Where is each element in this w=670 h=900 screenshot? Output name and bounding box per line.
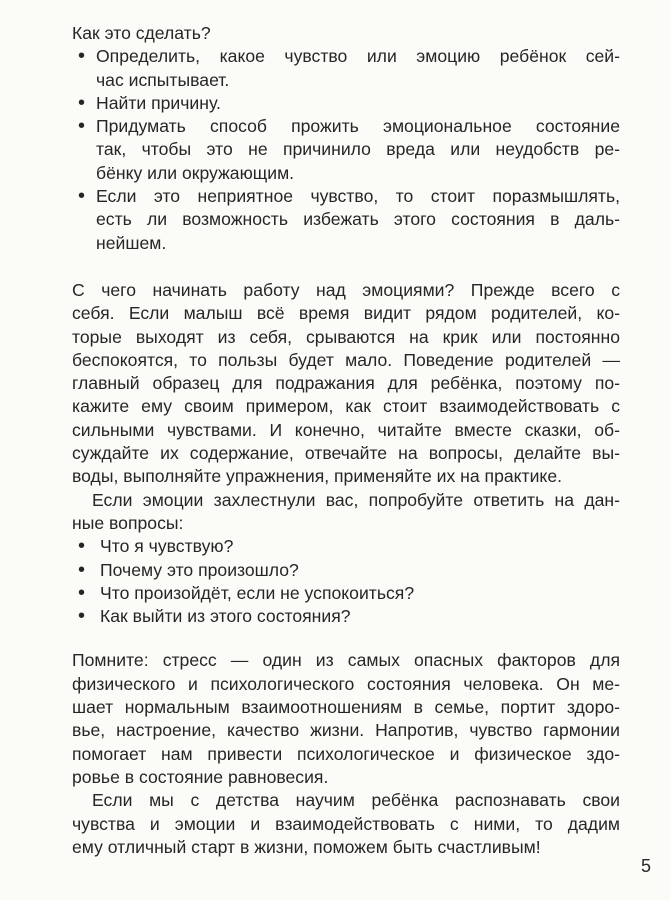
- text-line: беспокоятся, то пользы будет мало. Поведение родителей —: [72, 349, 620, 370]
- bullet-icon: •: [78, 115, 86, 138]
- list-item: [72, 605, 472, 628]
- text-line: шает нормальным взаимоотношениям в семье, портит здоро-: [72, 697, 620, 718]
- text-line: Что я чувствую?: [100, 536, 234, 557]
- text-line: Найти причину.: [96, 92, 221, 113]
- text-line: Что произойдёт, если не успокоиться?: [100, 582, 415, 603]
- bullet-list: [72, 45, 620, 255]
- list-item: [72, 45, 620, 92]
- text-line: кажите ему своим примером, как стоит взаимодействовать с: [72, 396, 620, 417]
- intro-heading: Как это сделать?: [72, 23, 211, 43]
- question-list: [72, 535, 472, 628]
- spacer: [72, 628, 620, 649]
- list-item: [72, 92, 620, 115]
- text-line: себя. Если малыш всё время видит рядом родителей, ко-: [72, 303, 620, 324]
- text-line: воды, выполняйте упражнения, применяйте их на практике.: [72, 466, 563, 487]
- bullet-icon: •: [78, 605, 86, 628]
- text-line: ные вопросы:: [72, 512, 184, 533]
- text-line: бёнку или окружающим.: [96, 162, 295, 183]
- text-line: Если мы с детства научим ребёнка распознавать свои: [92, 790, 620, 811]
- text-line: Как выйти из этого состояния?: [100, 606, 351, 627]
- text-line: час испытывает.: [96, 69, 230, 90]
- text-line: Придумать способ прожить эмоциональное состояние: [96, 116, 620, 137]
- page-number: 5: [641, 856, 652, 876]
- text-line: вье, настроение, качество жизни. Напротив, чувство гармонии: [72, 720, 620, 741]
- text-line: главный образец для подражания для ребёнка, поэтому по-: [72, 373, 620, 394]
- list-item: [72, 185, 620, 255]
- text-line: помогает нам привести психологическое и физическое здо-: [72, 743, 620, 764]
- text-line: так, чтобы это не причинило вреда или неудобств ре-: [96, 139, 620, 160]
- text-line: Почему это произошло?: [100, 559, 299, 580]
- paragraph: [72, 279, 620, 489]
- paragraph: [72, 649, 620, 789]
- text-line: суждайте их содержание, отвечайте на вопросы, делайте вы-: [72, 443, 620, 464]
- bullet-icon: •: [78, 91, 86, 114]
- text-line: Помните: стресс — один из самых опасных факторов для: [72, 650, 620, 671]
- paragraph: [72, 489, 620, 536]
- text-line: сильными чувствами. И конечно, читайте вместе сказки, об-: [72, 419, 620, 440]
- bullet-icon: •: [78, 45, 86, 68]
- text-line: есть ли возможность избежать этого состояния в даль-: [96, 209, 620, 230]
- text-line: С чего начинать работу над эмоциями? Прежде всего с: [72, 279, 620, 300]
- list-item: [72, 582, 472, 605]
- text-line: нейшем.: [96, 232, 167, 253]
- list-item: [72, 535, 472, 558]
- text-line: Если это неприятное чувство, то стоит поразмышлять,: [96, 186, 620, 207]
- text-line: чувства и эмоции и взаимодействовать с ними, то дадим: [72, 813, 620, 834]
- list-item: [72, 115, 620, 185]
- text-line: ему отличный старт в жизни, поможем быть счастливым!: [72, 836, 541, 857]
- text-line: Если эмоции захлестнули вас, попробуйте ответить на дан-: [92, 489, 620, 510]
- bullet-icon: •: [78, 185, 86, 208]
- text-line: физического и психологического состояния человека. Он ме-: [72, 673, 620, 694]
- page-content: [72, 22, 620, 859]
- bullet-icon: •: [78, 581, 86, 604]
- bullet-icon: •: [78, 558, 86, 581]
- paragraph: [72, 789, 620, 859]
- spacer: [72, 255, 620, 279]
- list-item: [72, 559, 472, 582]
- bullet-icon: •: [78, 535, 86, 558]
- text-line: ровье в состояние равновесия.: [72, 766, 329, 787]
- text-line: торые выходят из себя, срываются на крик или постоянно: [72, 326, 620, 347]
- text-line: Определить, какое чувство или эмоцию ребёнок сей-: [96, 46, 620, 67]
